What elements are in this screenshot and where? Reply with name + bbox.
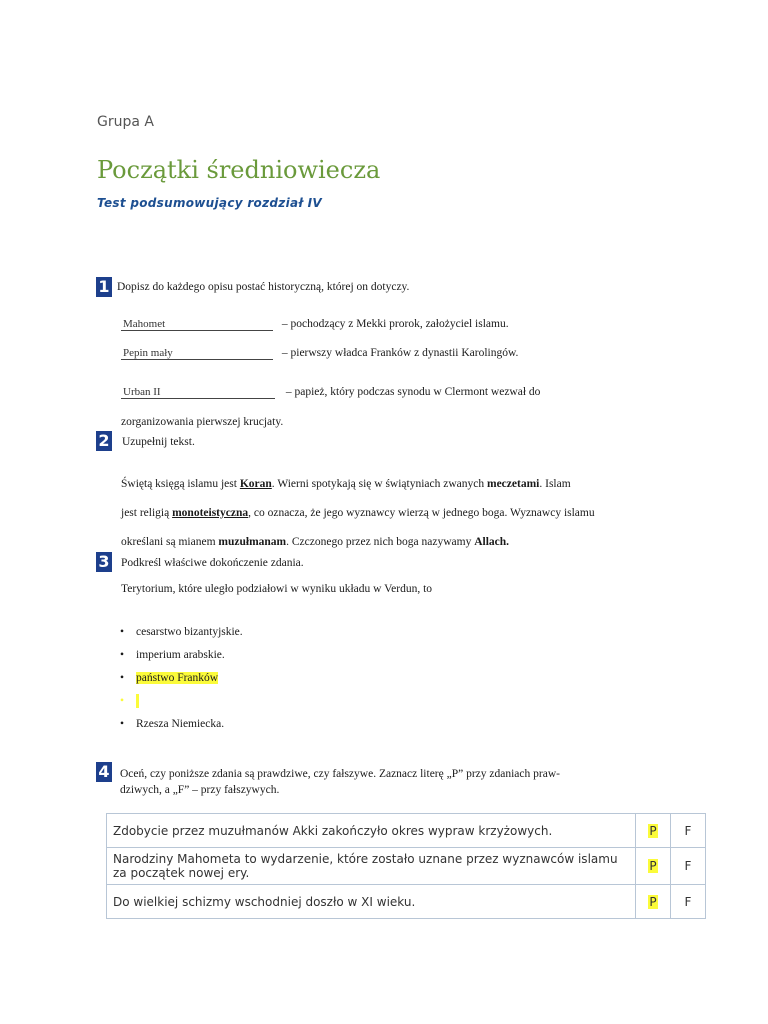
task2-fill-monoteistyczna[interactable]: monoteistyczna — [172, 507, 249, 519]
task3-option-2[interactable]: • imperium arabskie. — [120, 648, 225, 661]
task1-desc-3: – papież, który podczas synodu w Clermont wezwał do — [285, 386, 541, 398]
table-row — [107, 848, 706, 885]
task1-answer-2[interactable]: Pepin mały — [121, 347, 273, 360]
task2-line-1: Świętą księgą islamu jest Koran. Wierni spotykają się w świątyniach zwanych meczetami. Islam — [121, 478, 571, 490]
task1-row-1 — [121, 318, 509, 331]
task3-option-4[interactable]: • — [120, 689, 243, 712]
task1-desc-3-cont: zorganizowania pierwszej krucjaty. — [121, 416, 284, 428]
task1-desc-2: – pierwszy władca Franków z dynastii Karolingów. — [281, 347, 519, 359]
task4-instruction-1: Oceń, czy poniższe zdania są prawdziwe, czy fałszywe. Zaznacz literę „P” przy zdaniach praw- — [120, 768, 560, 780]
true-false-table — [106, 813, 706, 919]
task-number-3: 3 — [96, 552, 112, 572]
page-subtitle: Test podsumowujący rozdział IV — [97, 196, 323, 210]
task3-instruction: Podkreśl właściwe dokończenie zdania. — [121, 557, 304, 569]
task3-question: Terytorium, które uległo podziałowi w wyniku układu w Verdun, to — [121, 583, 433, 595]
task1-desc-1: – pochodzący z Mekki prorok, założyciel islamu. — [281, 318, 509, 330]
table-row — [107, 814, 706, 848]
page-title: Początki średniowiecza — [97, 156, 381, 184]
task3-option-3[interactable]: • państwo Franków — [120, 671, 219, 684]
p-cell[interactable]: P — [636, 814, 671, 848]
task1-row-3 — [121, 386, 540, 399]
f-cell[interactable]: F — [671, 885, 706, 919]
task1-answer-1[interactable]: Mahomet — [121, 318, 273, 331]
task3-option-1[interactable]: • cesarstwo bizantyjskie. — [120, 625, 243, 638]
p-cell[interactable]: P — [636, 848, 671, 885]
statement-cell: Do wielkiej schizmy wschodniej doszło w XI wieku. — [107, 885, 636, 919]
f-cell[interactable]: F — [671, 848, 706, 885]
task2-fill-koran[interactable]: Koran — [239, 478, 272, 490]
statement-cell: Zdobycie przez muzułmanów Akki zakończyło okres wypraw krzyżowych. — [107, 814, 636, 848]
task3-option-5[interactable]: • Rzesza Niemiecka. — [120, 717, 225, 730]
task2-bold-meczetami: meczetami — [487, 478, 540, 490]
statement-cell: Narodziny Mahometa to wydarzenie, które zostało uznane przez wyznawców islamu za początek nowej ery. — [107, 848, 636, 885]
table-row — [107, 885, 706, 919]
f-cell[interactable]: F — [671, 814, 706, 848]
group-label: Grupa A — [97, 114, 154, 130]
task1-row-2 — [121, 347, 518, 360]
task-number-1: 1 — [96, 277, 112, 297]
task2-bold-allach: Allach. — [474, 536, 510, 548]
task2-bold-muzulmanam: muzułmanam — [218, 536, 287, 548]
task2-line-3: określani są mianem muzułmanam. Czczonego przez nich boga nazywamy Allach. — [121, 536, 510, 548]
task3-options — [120, 620, 243, 735]
task-number-2: 2 — [96, 431, 112, 451]
p-cell[interactable]: P — [636, 885, 671, 919]
task1-answer-3[interactable]: Urban II — [121, 386, 275, 399]
task2-line-2: jest religią monoteistyczna, co oznacza, że jego wyznawcy wierzą w jednego boga. Wyznawcy islamu — [121, 507, 595, 519]
task-number-4: 4 — [96, 762, 112, 782]
task2-instruction: Uzupełnij tekst. — [122, 436, 195, 448]
task1-instruction: Dopisz do każdego opisu postać historyczną, której on dotyczy. — [117, 281, 410, 293]
task4-instruction-2: dziwych, a „F” – przy fałszywych. — [120, 784, 280, 796]
